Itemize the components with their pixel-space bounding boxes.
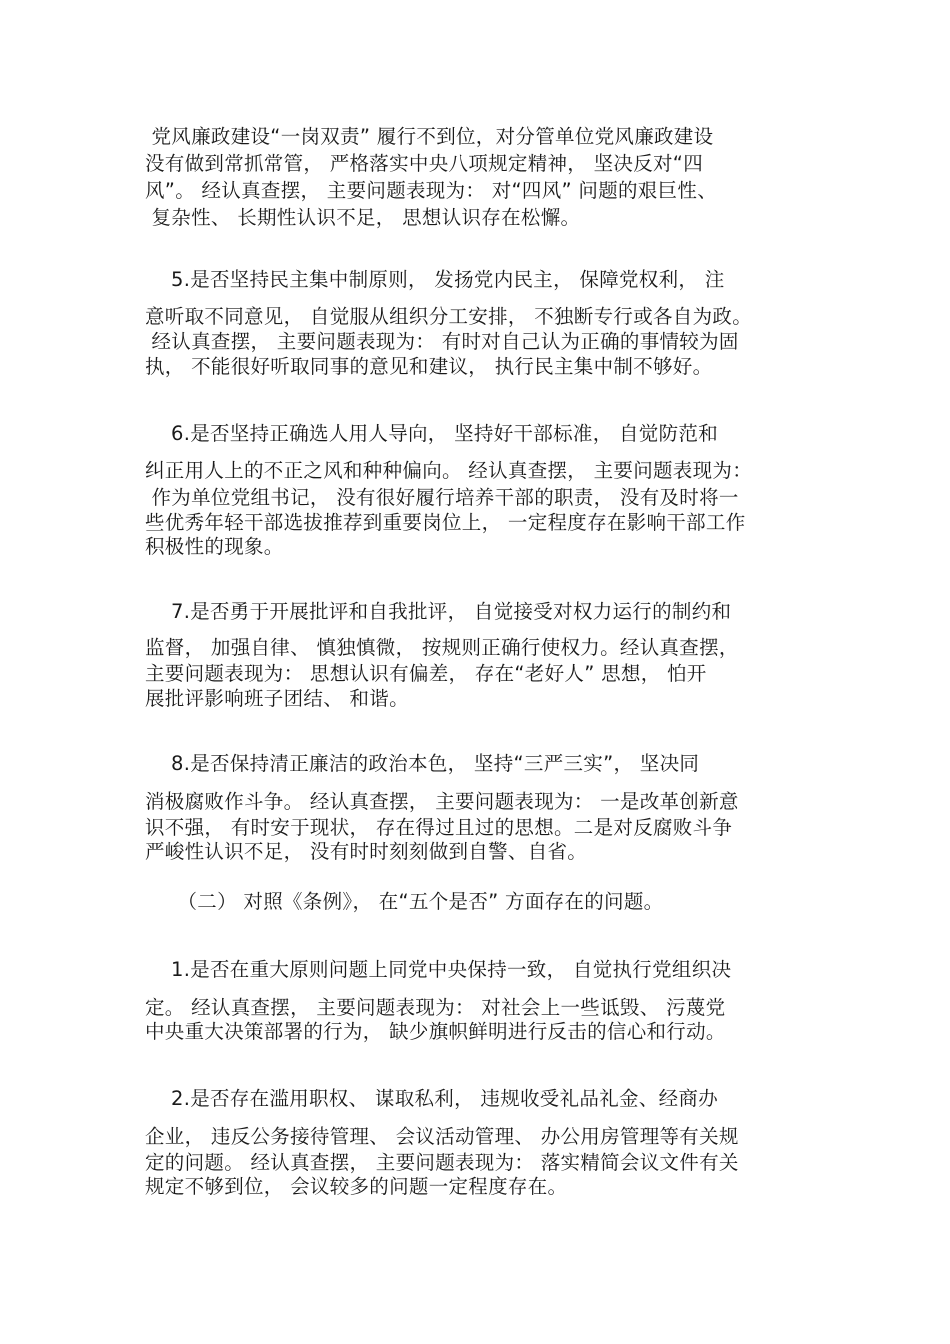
text-line: 6.是否坚持正确选人用人导向， 坚持好干部标准， 自觉防范和 [145,422,718,445]
text-line: 7.是否勇于开展批评和自我批评， 自觉接受对权力运行的制约和 [145,600,732,623]
section-heading: （二） 对照《条例》， 在“五个是否” 方面存在的问题。 [145,890,664,913]
text-line: 风”。 经认真查摆， 主要问题表现为： 对“四风” 问题的艰巨性、 [145,179,718,202]
text-line: 执， 不能很好听取同事的意见和建议， 执行民主集中制不够好。 [145,355,713,378]
text-line: 复杂性、 长期性认识不足， 思想认识存在松懈。 [145,206,581,229]
text-line: 中央重大决策部署的行为， 缺少旗帜鲜明进行反击的信心和行动。 [145,1020,726,1043]
text-line: 消极腐败作斗争。 经认真查摆， 主要问题表现为： 一是改革创新意 [145,790,739,813]
text-line: 党风廉政建设“一岗双责” 履行不到位，对分管单位党风廉政建设 [145,125,714,148]
text-line: 企业， 违反公务接待管理、 会议活动管理、 办公用房管理等有关规 [145,1125,739,1148]
text-line: 纠正用人上的不正之风和种种偏向。 经认真查摆， 主要问题表现为： [145,459,752,482]
text-line: 定。 经认真查摆， 主要问题表现为： 对社会上一些诋毁、 污蔑党 [145,996,726,1019]
text-line: 严峻性认识不足， 没有时时刻刻做到自警、自省。 [145,840,588,863]
text-line: 定的问题。 经认真查摆， 主要问题表现为： 落实精简会议文件有关 [145,1151,739,1174]
text-line: 5.是否坚持民主集中制原则， 发扬党内民主， 保障党权利， 注 [145,268,725,291]
text-line: 主要问题表现为： 思想认识有偏差， 存在“老好人” 思想， 怕开 [145,662,707,685]
text-line: 作为单位党组书记， 没有很好履行培养干部的职责， 没有及时将一 [145,486,739,509]
text-line: 积极性的现象。 [145,535,284,558]
text-line: 监督， 加强自律、 慎独慎微， 按规则正确行使权力。经认真查摆， [145,636,739,659]
text-line: 没有做到常抓常管， 严格落实中央八项规定精神， 坚决反对“四 [145,152,703,175]
text-line: 经认真查摆， 主要问题表现为： 有时对自己认为正确的事情较为固 [145,330,739,353]
text-line: 2.是否存在滥用职权、 谋取私利， 违规收受礼品礼金、经商办 [145,1087,718,1110]
text-line: 意听取不同意见， 自觉服从组织分工安排， 不独断专行或各自为政。 [145,305,752,328]
text-line: 识不强， 有时安于现状， 存在得过且过的思想。二是对反腐败斗争 [145,816,733,839]
text-line: 规定不够到位， 会议较多的问题一定程度存在。 [145,1175,568,1198]
text-line: 1.是否在重大原则问题上同党中央保持一致， 自觉执行党组织决 [145,958,732,981]
text-line: 些优秀年轻干部选拔推荐到重要岗位上， 一定程度存在影响干部工作 [145,511,746,534]
text-line: 8.是否保持清正廉洁的政治本色， 坚持“三严三实”， 坚决同 [145,752,700,775]
text-line: 展批评影响班子团结、 和谐。 [145,687,409,710]
